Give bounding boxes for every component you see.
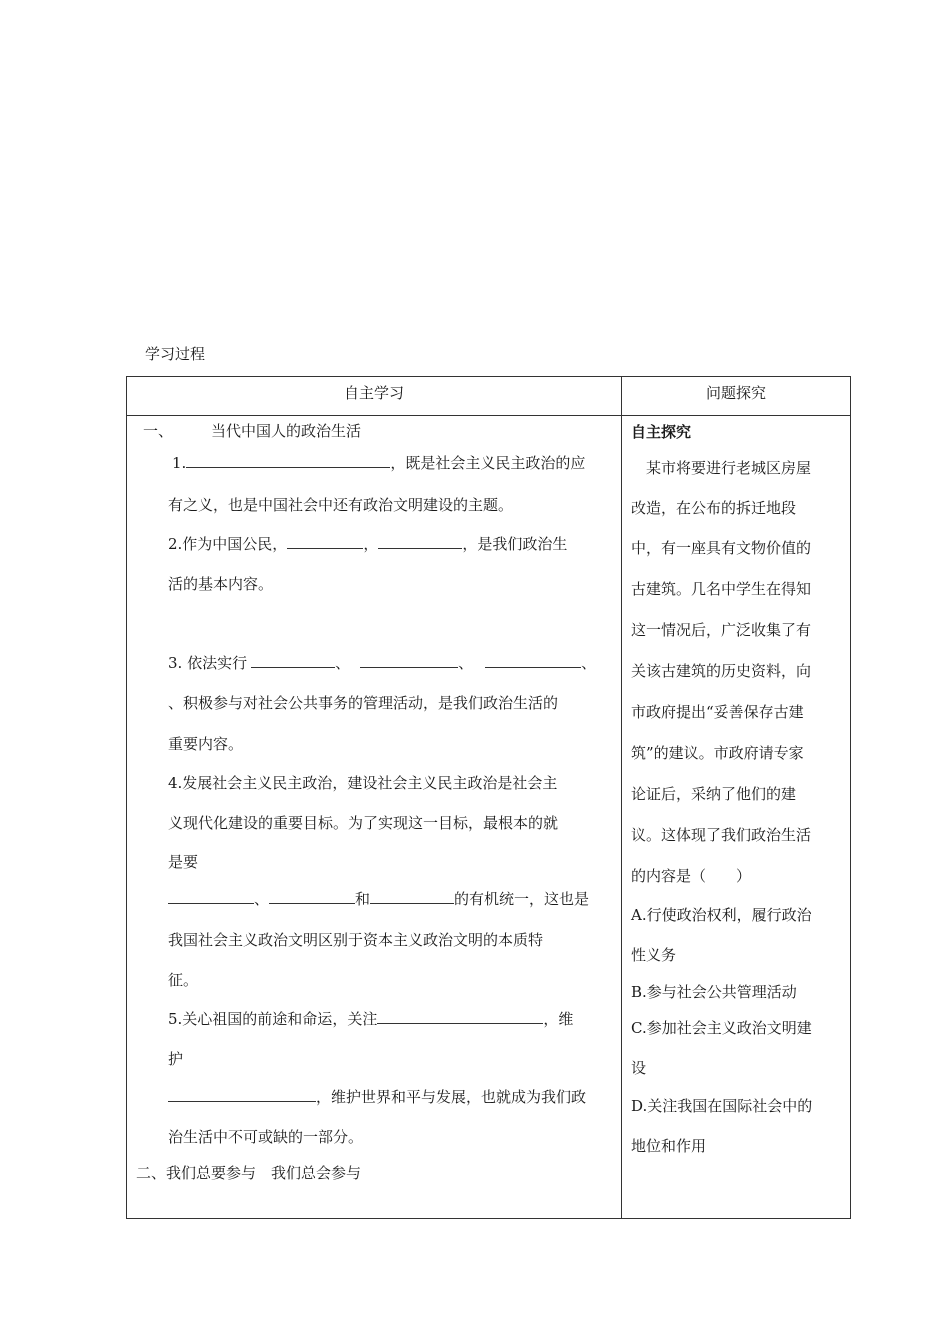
q3-line-3: 重要内容。 bbox=[168, 735, 244, 753]
option-c-line-2: 设 bbox=[631, 1059, 647, 1077]
section-title: 学习过程 bbox=[145, 345, 206, 363]
q2-line-1: 2.作为中国公民， ， ，是我们政治生 bbox=[168, 535, 568, 553]
blank-q2-1[interactable] bbox=[287, 534, 363, 549]
option-d-line-2: 地位和作用 bbox=[631, 1137, 707, 1155]
blank-q1[interactable] bbox=[186, 453, 390, 468]
blank-q4-3[interactable] bbox=[370, 889, 454, 904]
q3-line-2: 、积极参与对社会公共事务的管理活动，是我们政治生活的 bbox=[168, 694, 559, 712]
q5-line-4: 治生活中不可或缺的一部分。 bbox=[168, 1128, 364, 1146]
right-line-4: 古建筑。几名中学生在得知 bbox=[631, 580, 812, 598]
q5-line-2: 护 bbox=[168, 1050, 184, 1068]
blank-q5-1[interactable] bbox=[377, 1009, 543, 1024]
blank-q4-2[interactable] bbox=[269, 889, 355, 904]
q5-line-3: ，维护世界和平与发展，也就成为我们政 bbox=[168, 1086, 586, 1108]
q2-line-2: 活的基本内容。 bbox=[168, 575, 274, 593]
section-1-number: 一、 bbox=[143, 422, 174, 440]
right-line-2: 改造，在公布的拆迁地段 bbox=[631, 499, 797, 517]
right-line-8: 筑”的建议。市政府请专家 bbox=[631, 744, 804, 762]
q4-line-1: 4.发展社会主义民主政治，建设社会主义民主政治是社会主 bbox=[168, 774, 558, 792]
q1-line-1: 1. ，既是社会主义民主政治的应 bbox=[172, 454, 586, 472]
right-line-5: 这一情况后，广泛收集了有 bbox=[631, 621, 812, 639]
q4-line-3: 是要 bbox=[168, 853, 199, 871]
section-1-heading bbox=[143, 420, 361, 442]
right-heading: 自主探究 bbox=[631, 423, 692, 441]
section-1-title: 当代中国人的政治生活 bbox=[211, 422, 362, 440]
column-divider bbox=[621, 377, 622, 1218]
q4-line-5: 我国社会主义政治文明区别于资本主义政治文明的本质特 bbox=[168, 931, 544, 949]
blank-q3-1[interactable] bbox=[251, 653, 335, 668]
q4-line-2: 义现代化建设的重要目标。为了实现这一目标，最根本的就 bbox=[168, 814, 559, 832]
blank-q3-2[interactable] bbox=[360, 653, 458, 668]
option-c-line-1: C.参加社会主义政治文明建 bbox=[631, 1019, 812, 1037]
option-a-line-1: A.行使政治权利，履行政治 bbox=[631, 906, 812, 924]
header-divider bbox=[127, 415, 850, 416]
q3-line-1: 3. 依法实行 、 、 、 bbox=[168, 654, 597, 672]
right-line-11: 的内容是（ ） bbox=[631, 867, 752, 885]
q5-line-1: 5.关心祖国的前途和命运，关注 ，维 bbox=[168, 1010, 574, 1028]
right-line-9: 论证后，采纳了他们的建 bbox=[631, 785, 797, 803]
option-b: B.参与社会公共管理活动 bbox=[631, 983, 797, 1001]
right-line-7: 市政府提出“妥善保存古建 bbox=[631, 703, 804, 721]
q4-line-6: 征。 bbox=[168, 971, 199, 989]
blank-q4-1[interactable] bbox=[168, 889, 254, 904]
right-line-6: 关该古建筑的历史资料，向 bbox=[631, 662, 812, 680]
section-2-heading: 二、我们总要参与 我们总会参与 bbox=[136, 1164, 362, 1182]
option-a-line-2: 性义务 bbox=[631, 946, 677, 964]
q4-line-4: 、 和 的有机统一，这也是 bbox=[168, 888, 589, 910]
left-column-header: 自主学习 bbox=[343, 384, 404, 402]
q1-line-2: 有之义，也是中国社会中还有政治文明建设的主题。 bbox=[168, 496, 514, 514]
right-line-1: 某市将要进行老城区房屋 bbox=[631, 459, 812, 477]
right-line-3: 中，有一座具有文物价值的 bbox=[631, 539, 812, 557]
option-d-line-1: D.关注我国在国际社会中的 bbox=[631, 1097, 813, 1115]
blank-q2-2[interactable] bbox=[378, 534, 462, 549]
blank-q3-3[interactable] bbox=[485, 653, 581, 668]
right-line-10: 议。这体现了我们政治生活 bbox=[631, 826, 812, 844]
blank-q5-2[interactable] bbox=[168, 1087, 316, 1102]
right-column-header: 问题探究 bbox=[705, 384, 766, 402]
